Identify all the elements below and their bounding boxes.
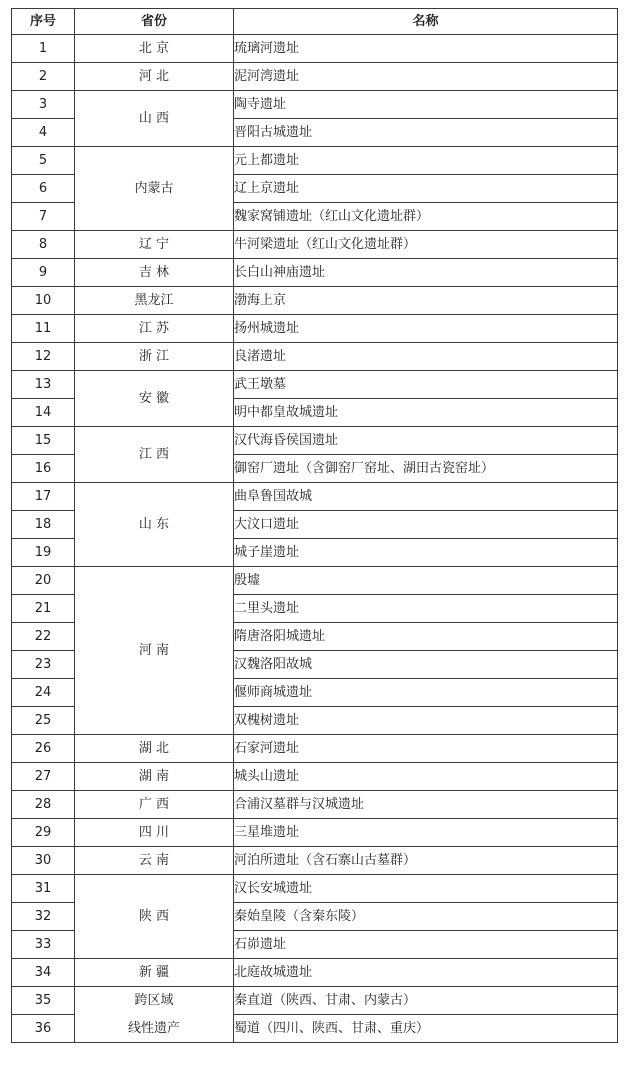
row-site-name: 长白山神庙遗址 bbox=[234, 259, 618, 287]
row-number: 18 bbox=[12, 511, 75, 539]
row-site-name: 晋阳古城遗址 bbox=[234, 119, 618, 147]
row-number: 7 bbox=[12, 203, 75, 231]
row-province: 四 川 bbox=[75, 819, 234, 847]
row-number: 21 bbox=[12, 595, 75, 623]
table-row bbox=[12, 427, 618, 455]
row-site-name: 隋唐洛阳城遗址 bbox=[234, 623, 618, 651]
row-number: 27 bbox=[12, 763, 75, 791]
row-site-name: 汉长安城遗址 bbox=[234, 875, 618, 903]
heritage-sites-table bbox=[11, 8, 618, 1043]
table-row bbox=[12, 371, 618, 399]
row-number: 4 bbox=[12, 119, 75, 147]
row-number: 8 bbox=[12, 231, 75, 259]
row-site-name: 石峁遗址 bbox=[234, 931, 618, 959]
row-province: 山 西 bbox=[75, 91, 234, 147]
row-province: 云 南 bbox=[75, 847, 234, 875]
row-site-name: 大汶口遗址 bbox=[234, 511, 618, 539]
row-number: 23 bbox=[12, 651, 75, 679]
table-row bbox=[12, 483, 618, 511]
row-number: 6 bbox=[12, 175, 75, 203]
row-number: 31 bbox=[12, 875, 75, 903]
table-row bbox=[12, 231, 618, 259]
row-province: 黑龙江 bbox=[75, 287, 234, 315]
row-site-name: 魏家窝铺遗址（红山文化遗址群） bbox=[234, 203, 618, 231]
row-province: 吉 林 bbox=[75, 259, 234, 287]
table-row bbox=[12, 819, 618, 847]
row-site-name: 二里头遗址 bbox=[234, 595, 618, 623]
table-row bbox=[12, 847, 618, 875]
row-province: 浙 江 bbox=[75, 343, 234, 371]
row-site-name: 明中都皇故城遗址 bbox=[234, 399, 618, 427]
row-number: 15 bbox=[12, 427, 75, 455]
row-site-name: 城子崖遗址 bbox=[234, 539, 618, 567]
row-province: 陕 西 bbox=[75, 875, 234, 959]
row-province: 江 西 bbox=[75, 427, 234, 483]
row-site-name: 双槐树遗址 bbox=[234, 707, 618, 735]
row-number: 10 bbox=[12, 287, 75, 315]
row-number: 17 bbox=[12, 483, 75, 511]
row-number: 2 bbox=[12, 63, 75, 91]
row-province: 新 疆 bbox=[75, 959, 234, 987]
row-site-name: 秦直道（陕西、甘肃、内蒙古） bbox=[234, 987, 618, 1015]
row-province: 内蒙古 bbox=[75, 147, 234, 231]
table-row bbox=[12, 791, 618, 819]
row-number: 16 bbox=[12, 455, 75, 483]
table-row bbox=[12, 959, 618, 987]
row-site-name: 三星堆遗址 bbox=[234, 819, 618, 847]
row-number: 12 bbox=[12, 343, 75, 371]
row-number: 3 bbox=[12, 91, 75, 119]
row-site-name: 城头山遗址 bbox=[234, 763, 618, 791]
row-site-name: 渤海上京 bbox=[234, 287, 618, 315]
row-number: 19 bbox=[12, 539, 75, 567]
row-province: 山 东 bbox=[75, 483, 234, 567]
row-site-name: 殷墟 bbox=[234, 567, 618, 595]
row-province: 安 徽 bbox=[75, 371, 234, 427]
row-number: 30 bbox=[12, 847, 75, 875]
table-row bbox=[12, 875, 618, 903]
table-row bbox=[12, 987, 618, 1015]
row-site-name: 扬州城遗址 bbox=[234, 315, 618, 343]
row-province: 湖 南 bbox=[75, 763, 234, 791]
row-site-name: 辽上京遗址 bbox=[234, 175, 618, 203]
table-row bbox=[12, 315, 618, 343]
row-site-name: 泥河湾遗址 bbox=[234, 63, 618, 91]
row-province: 河 南 bbox=[75, 567, 234, 735]
row-site-name: 石家河遗址 bbox=[234, 735, 618, 763]
row-number: 25 bbox=[12, 707, 75, 735]
row-number: 11 bbox=[12, 315, 75, 343]
table-row bbox=[12, 259, 618, 287]
row-site-name: 北庭故城遗址 bbox=[234, 959, 618, 987]
table-row bbox=[12, 35, 618, 63]
row-number: 13 bbox=[12, 371, 75, 399]
row-site-name: 武王墩墓 bbox=[234, 371, 618, 399]
row-site-name: 牛河梁遗址（红山文化遗址群） bbox=[234, 231, 618, 259]
row-number: 32 bbox=[12, 903, 75, 931]
row-province: 跨区域 bbox=[75, 987, 234, 1015]
header-province: 省份 bbox=[75, 9, 234, 35]
table-row bbox=[12, 735, 618, 763]
row-number: 22 bbox=[12, 623, 75, 651]
table-row bbox=[12, 287, 618, 315]
row-site-name: 良渚遗址 bbox=[234, 343, 618, 371]
row-site-name: 秦始皇陵（含秦东陵） bbox=[234, 903, 618, 931]
row-province: 北 京 bbox=[75, 35, 234, 63]
row-site-name: 河泊所遗址（含石寨山古墓群） bbox=[234, 847, 618, 875]
row-number: 34 bbox=[12, 959, 75, 987]
row-number: 36 bbox=[12, 1015, 75, 1043]
row-site-name: 蜀道（四川、陕西、甘肃、重庆） bbox=[234, 1015, 618, 1043]
row-number: 5 bbox=[12, 147, 75, 175]
row-site-name: 汉魏洛阳故城 bbox=[234, 651, 618, 679]
row-site-name: 合浦汉墓群与汉城遗址 bbox=[234, 791, 618, 819]
table-header-row bbox=[12, 9, 618, 35]
row-site-name: 曲阜鲁国故城 bbox=[234, 483, 618, 511]
row-province: 江 苏 bbox=[75, 315, 234, 343]
row-number: 24 bbox=[12, 679, 75, 707]
table-row bbox=[12, 91, 618, 119]
row-site-name: 元上都遗址 bbox=[234, 147, 618, 175]
row-number: 14 bbox=[12, 399, 75, 427]
table-row bbox=[12, 1015, 618, 1043]
row-number: 35 bbox=[12, 987, 75, 1015]
table-row bbox=[12, 147, 618, 175]
header-number: 序号 bbox=[12, 9, 75, 35]
table-row bbox=[12, 343, 618, 371]
row-number: 1 bbox=[12, 35, 75, 63]
row-number: 28 bbox=[12, 791, 75, 819]
row-province: 线性遗产 bbox=[75, 1015, 234, 1043]
row-number: 29 bbox=[12, 819, 75, 847]
row-site-name: 偃师商城遗址 bbox=[234, 679, 618, 707]
row-number: 33 bbox=[12, 931, 75, 959]
header-name: 名称 bbox=[234, 9, 618, 35]
row-province: 广 西 bbox=[75, 791, 234, 819]
row-site-name: 琉璃河遗址 bbox=[234, 35, 618, 63]
row-province: 辽 宁 bbox=[75, 231, 234, 259]
row-province: 河 北 bbox=[75, 63, 234, 91]
table-row bbox=[12, 63, 618, 91]
table-row bbox=[12, 763, 618, 791]
table-row bbox=[12, 567, 618, 595]
row-number: 20 bbox=[12, 567, 75, 595]
row-site-name: 汉代海昏侯国遗址 bbox=[234, 427, 618, 455]
row-number: 26 bbox=[12, 735, 75, 763]
row-site-name: 陶寺遗址 bbox=[234, 91, 618, 119]
row-site-name: 御窑厂遗址（含御窑厂窑址、湖田古瓷窑址） bbox=[234, 455, 618, 483]
row-province: 湖 北 bbox=[75, 735, 234, 763]
row-number: 9 bbox=[12, 259, 75, 287]
